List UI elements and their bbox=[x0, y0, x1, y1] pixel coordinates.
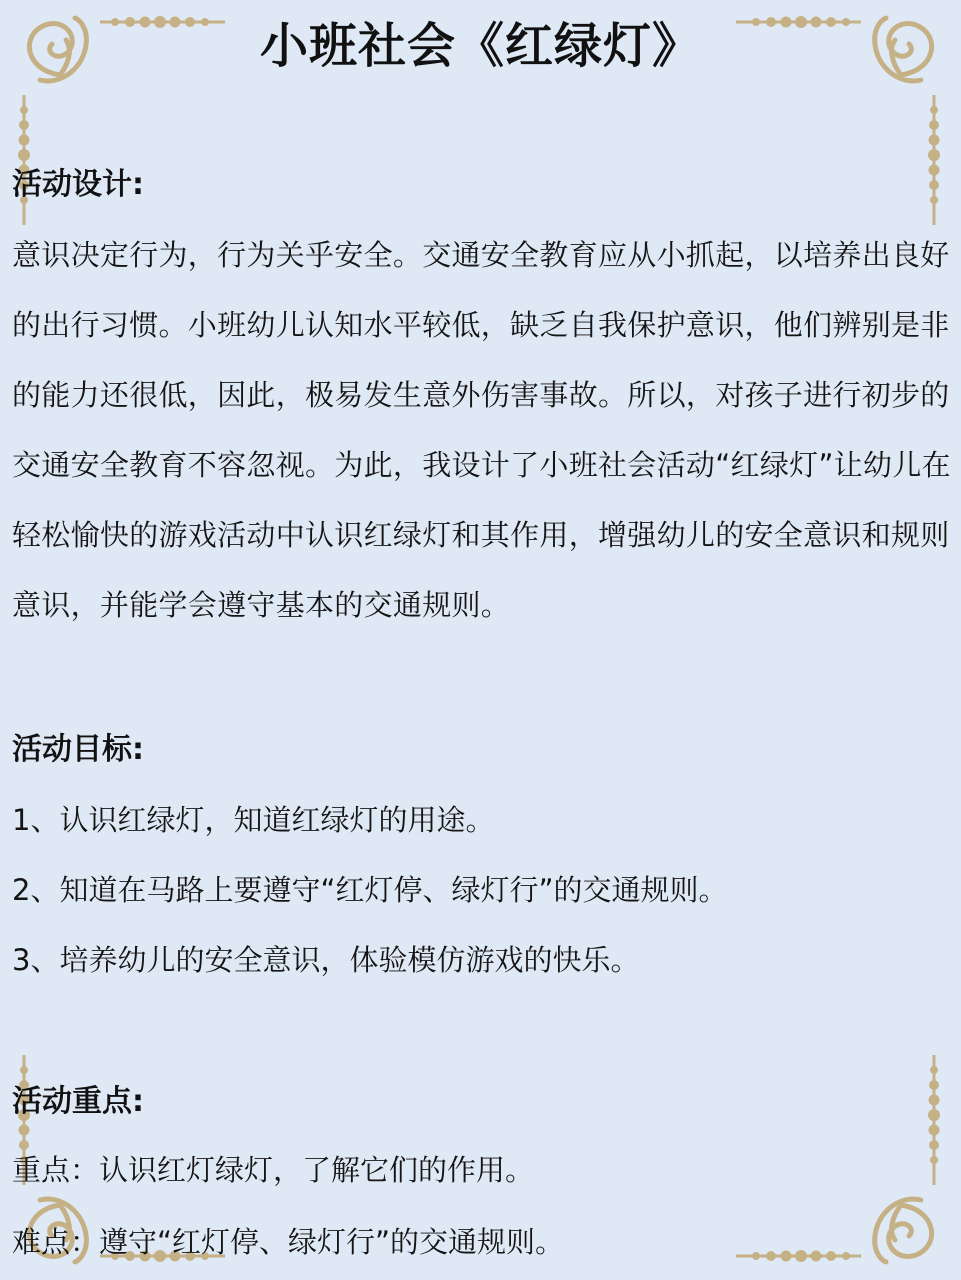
design-heading: 活动设计: bbox=[12, 167, 144, 202]
goal-item-text: 2、知道在马路上要遵守“红灯停、绿灯行”的交通规则。 bbox=[12, 873, 728, 907]
focus-heading: 活动重点: bbox=[12, 1084, 144, 1119]
goal-item-text: 3、培养幼儿的安全意识，体验模仿游戏的快乐。 bbox=[12, 943, 640, 977]
page-title: 小班社会《红绿灯》 bbox=[259, 18, 701, 74]
design-section bbox=[12, 165, 952, 205]
goal-item-2 bbox=[12, 870, 952, 910]
key-point-text: 重点：认识红灯绿灯，了解它们的作用。 bbox=[12, 1153, 535, 1187]
focus-key-point bbox=[12, 1150, 952, 1190]
design-paragraph: 意识决定行为，行为关乎安全。交通安全教育应从小抓起，以培养出良好的出行习惯。小班幼儿认知水平较低，缺乏自我保护意识，他们辨别是非的能力还很低，因此，极易发生意外伤害事故。所以，对孩子进行初步的交通安全教育不容忽视。为此，我设计了小班社会活动“红绿灯”让幼儿在轻松愉快的游戏活动中认识红绿灯和其作用，增强幼儿的安全意识和规则意识，并能学会遵守基本的交通规则。 bbox=[12, 238, 951, 622]
difficulty-text: 难点：遵守“红灯停、绿灯行”的交通规则。 bbox=[12, 1225, 565, 1259]
focus-difficulty bbox=[12, 1222, 952, 1262]
goals-section bbox=[12, 730, 952, 770]
goals-heading: 活动目标: bbox=[12, 732, 144, 767]
goal-item-3 bbox=[12, 940, 952, 980]
goal-item-text: 1、认识红绿灯，知道红绿灯的用途。 bbox=[12, 803, 495, 837]
design-body bbox=[12, 220, 952, 640]
goal-item-1 bbox=[12, 800, 952, 840]
focus-section bbox=[12, 1082, 952, 1122]
